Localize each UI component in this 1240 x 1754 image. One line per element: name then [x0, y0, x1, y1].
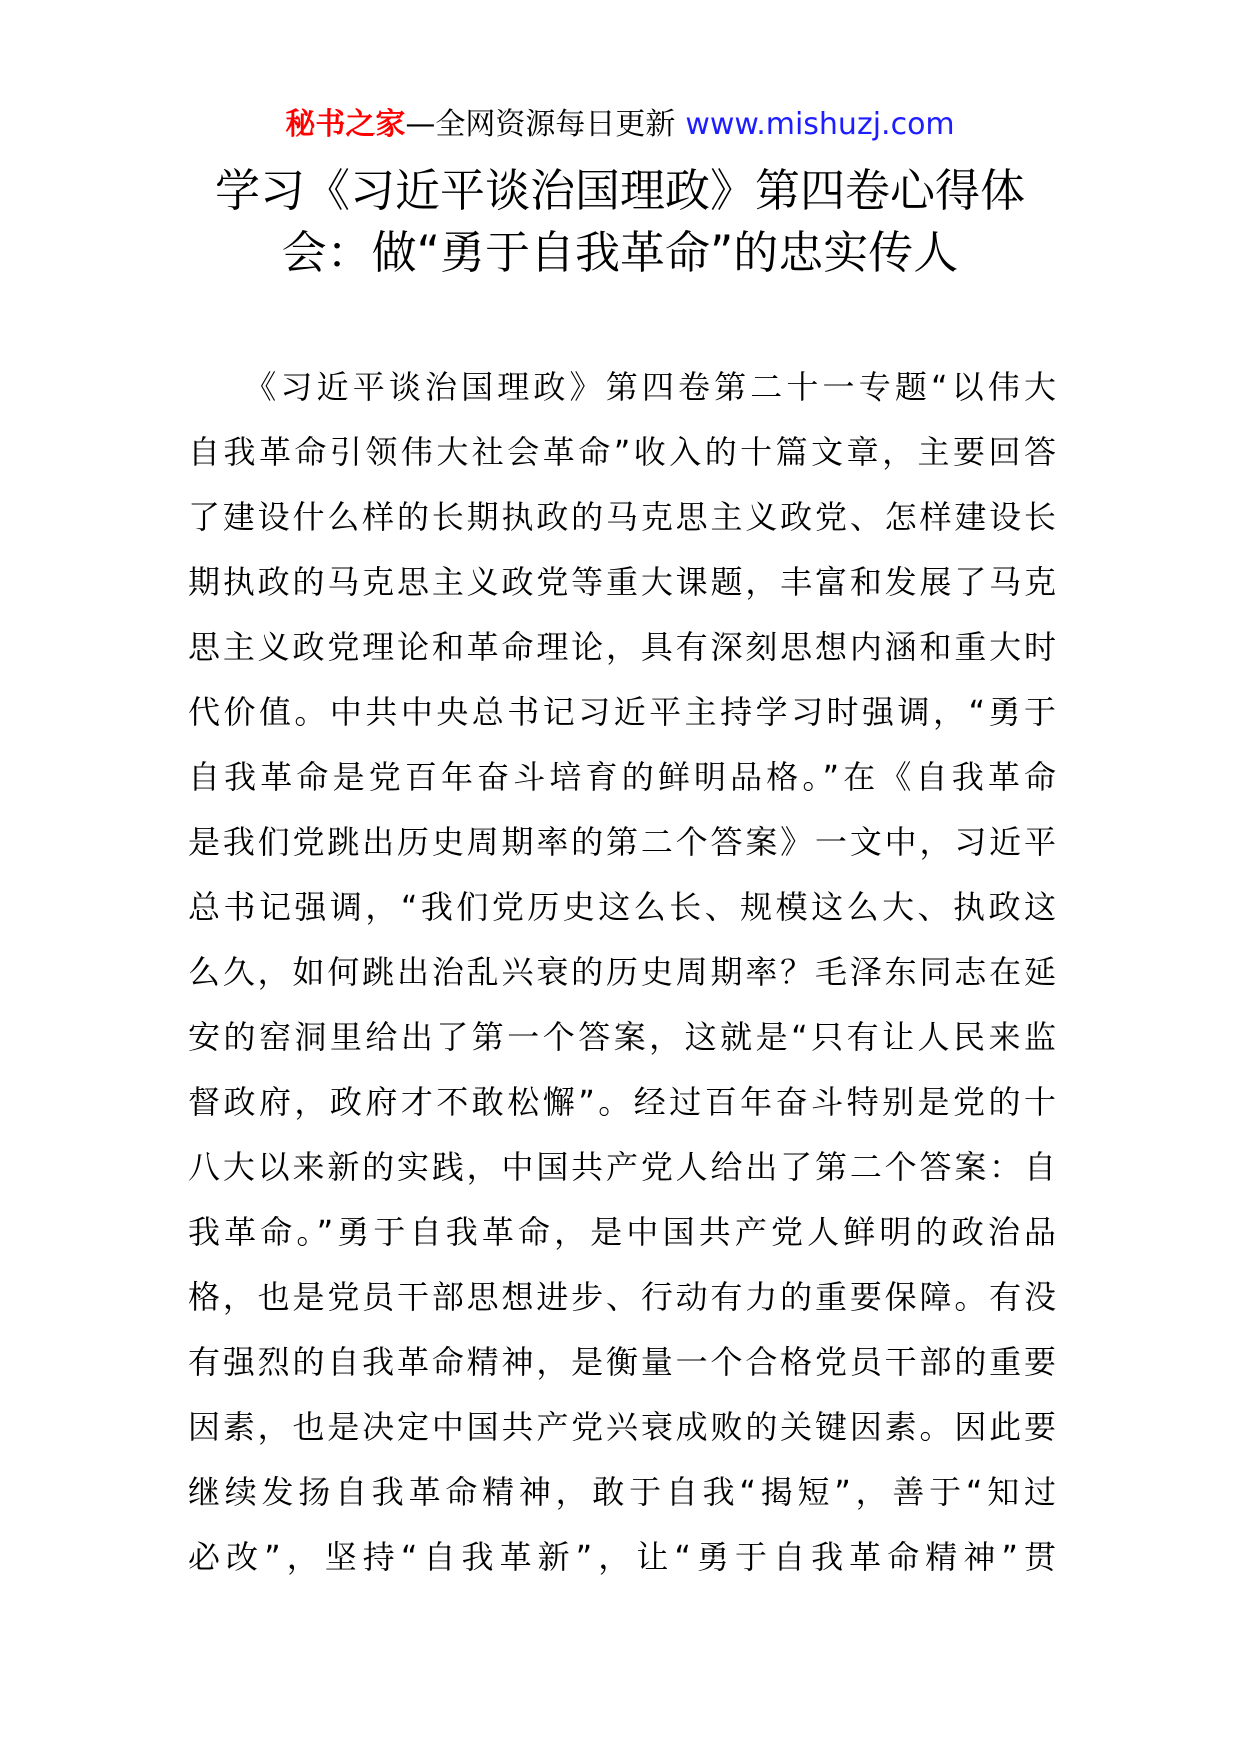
document-body: [188, 355, 1056, 1590]
body-line: 继续发扬自我革命精神，敢于自我“揭短”，善于“知过: [188, 1473, 1056, 1511]
body-line: 督政府，政府才不敢松懈”。经过百年奋斗特别是党的十: [188, 1083, 1056, 1121]
site-url-link[interactable]: www.mishuzj.com: [685, 107, 955, 142]
body-line: 格，也是党员干部思想进步、行动有力的重要保障。有没: [188, 1278, 1056, 1316]
body-line: 我革命。”勇于自我革命，是中国共产党人鲜明的政治品: [188, 1213, 1056, 1251]
body-line: 自我革命是党百年奋斗培育的鲜明品格。”在《自我革命: [188, 758, 1056, 796]
site-header: [0, 100, 1240, 150]
body-line: 思主义政党理论和革命理论，具有深刻思想内涵和重大时: [188, 628, 1056, 666]
body-line: 自我革命引领伟大社会革命”收入的十篇文章，主要回答: [188, 433, 1056, 471]
body-line: 是我们党跳出历史周期率的第二个答案》一文中，习近平: [188, 823, 1056, 861]
body-line: 八大以来新的实践，中国共产党人给出了第二个答案：自: [188, 1148, 1056, 1186]
body-line: 安的窑洞里给出了第一个答案，这就是“只有让人民来监: [188, 1018, 1056, 1056]
brand-name: 秘书之家: [285, 107, 406, 142]
body-line: 期执政的马克思主义政党等重大课题，丰富和发展了马克: [188, 563, 1056, 601]
body-line: 总书记强调，“我们党历史这么长、规模这么大、执政这: [188, 888, 1056, 926]
header-tagline: —全网资源每日更新: [405, 107, 676, 142]
title-line: 学习《习近平谈治国理政》第四卷心得体: [214, 164, 1025, 217]
body-line: 因素，也是决定中国共产党兴衰成败的关键因素。因此要: [188, 1408, 1056, 1446]
body-line: 必改”，坚持“自我革新”，让“勇于自我革命精神”贯: [188, 1538, 1056, 1576]
body-line: 么久，如何跳出治乱兴衰的历史周期率？毛泽东同志在延: [188, 953, 1056, 991]
body-line: 了建设什么样的长期执政的马克思主义政党、怎样建设长: [188, 498, 1056, 536]
title-line: 会：做“勇于自我革命”的忠实传人: [281, 226, 959, 279]
body-line: 《习近平谈治国理政》第四卷第二十一专题“以伟大: [188, 368, 1056, 406]
body-line: 代价值。中共中央总书记习近平主持学习时强调，“勇于: [188, 693, 1056, 731]
body-line: 有强烈的自我革命精神，是衡量一个合格党员干部的重要: [188, 1343, 1056, 1381]
document-title: [180, 160, 1060, 284]
